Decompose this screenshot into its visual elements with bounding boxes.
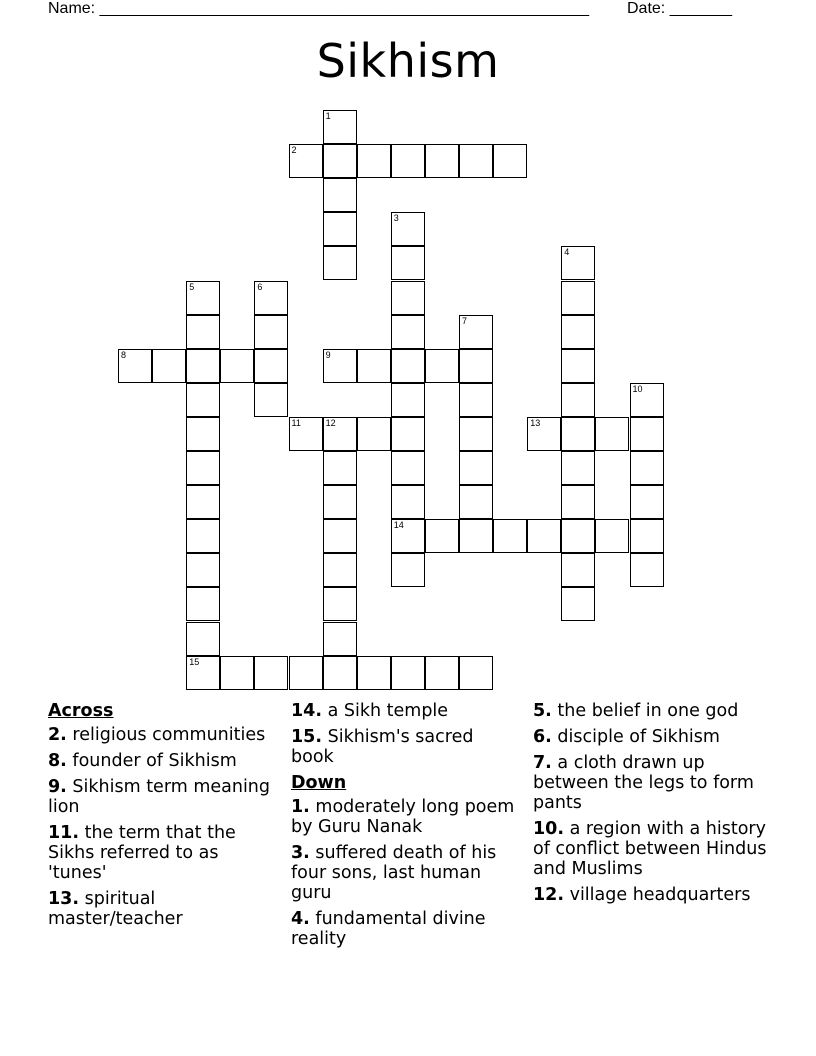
across-heading: Across [48, 701, 114, 721]
crossword-cell[interactable] [186, 315, 220, 349]
crossword-cell[interactable] [391, 315, 425, 349]
crossword-cell[interactable] [186, 485, 220, 519]
clue-text: a region with a history of conflict between Hindus and Muslims [533, 819, 767, 879]
clue-number: 6. [533, 727, 552, 747]
clue-across-11 [48, 823, 278, 883]
crossword-cell[interactable] [459, 383, 493, 417]
crossword-cell[interactable] [323, 451, 357, 485]
crossword-cell[interactable] [323, 587, 357, 621]
crossword-cell[interactable] [527, 417, 561, 451]
clue-number: 7. [533, 753, 552, 773]
crossword-cell[interactable] [323, 553, 357, 587]
clue-across-15 [291, 727, 521, 767]
crossword-cell[interactable] [186, 587, 220, 621]
crossword-cell[interactable] [357, 349, 391, 383]
cell-number: 8 [121, 349, 127, 360]
crossword-cell[interactable] [323, 178, 357, 212]
down-heading: Down [291, 773, 347, 793]
crossword-cell[interactable] [561, 315, 595, 349]
crossword-cell[interactable] [391, 383, 425, 417]
crossword-cell[interactable] [630, 451, 664, 485]
crossword-cell[interactable] [630, 485, 664, 519]
crossword-cell[interactable] [186, 417, 220, 451]
crossword-cell[interactable] [391, 144, 425, 178]
clue-number: 2. [48, 725, 67, 745]
cell-number: 14 [393, 520, 404, 531]
crossword-cell[interactable] [323, 246, 357, 280]
crossword-cell[interactable] [459, 451, 493, 485]
name-field: Name: _______________________________________________________ [48, 0, 589, 17]
crossword-cell[interactable] [561, 349, 595, 383]
crossword-cell[interactable] [254, 281, 288, 315]
cell-number: 10 [632, 383, 643, 394]
clue-number: 14. [291, 701, 323, 721]
puzzle-title: Sikhism [316, 34, 500, 88]
crossword-cell[interactable] [289, 144, 323, 178]
crossword-cell[interactable] [254, 383, 288, 417]
crossword-cell[interactable] [186, 383, 220, 417]
crossword-cell[interactable] [186, 349, 220, 383]
cell-number: 4 [564, 247, 570, 258]
clue-text: Sikhism term meaning lion [48, 777, 271, 817]
crossword-cell[interactable] [561, 383, 595, 417]
crossword-cell[interactable] [254, 656, 288, 690]
clue-text: fundamental divine reality [291, 909, 486, 949]
crossword-cell[interactable] [323, 212, 357, 246]
crossword-cell[interactable] [391, 281, 425, 315]
crossword-cell[interactable] [425, 349, 459, 383]
clue-across-9 [48, 777, 278, 817]
crossword-cell[interactable] [561, 417, 595, 451]
crossword-cell[interactable] [220, 349, 254, 383]
cell-number: 13 [530, 417, 541, 428]
crossword-cell[interactable] [561, 451, 595, 485]
crossword-cell[interactable] [323, 519, 357, 553]
clue-number: 8. [48, 751, 67, 771]
clue-number: 13. [48, 889, 80, 909]
clue-down-5 [533, 701, 773, 721]
crossword-cell[interactable] [561, 281, 595, 315]
crossword-cell[interactable] [561, 519, 595, 553]
crossword-cell[interactable] [630, 417, 664, 451]
clue-number: 12. [533, 885, 565, 905]
crossword-cell[interactable] [357, 417, 391, 451]
crossword-cell[interactable] [459, 144, 493, 178]
crossword-cell[interactable] [493, 519, 527, 553]
cell-number: 15 [189, 656, 200, 667]
crossword-cell[interactable] [459, 656, 493, 690]
crossword-cell[interactable] [425, 519, 459, 553]
crossword-cell[interactable] [323, 110, 357, 144]
crossword-cell[interactable] [595, 519, 629, 553]
clue-across-13 [48, 889, 278, 929]
clue-text: the term that the Sikhs referred to as 'tunes' [48, 823, 236, 883]
crossword-cell[interactable] [459, 315, 493, 349]
crossword-cell[interactable] [561, 485, 595, 519]
clue-number: 4. [291, 909, 310, 929]
crossword-cell[interactable] [323, 622, 357, 656]
crossword-cell[interactable] [425, 656, 459, 690]
clue-down-4 [291, 909, 521, 949]
crossword-cell[interactable] [323, 144, 357, 178]
crossword-cell[interactable] [186, 656, 220, 690]
clue-down-10 [533, 819, 773, 879]
clue-text: a cloth drawn up between the legs to form pants [533, 753, 754, 813]
clue-text: moderately long poem by Guru Nanak [291, 797, 515, 837]
crossword-cell[interactable] [391, 519, 425, 553]
crossword-cell[interactable] [220, 656, 254, 690]
clue-text: a Sikh temple [327, 701, 449, 721]
crossword-cell[interactable] [254, 349, 288, 383]
crossword-cell[interactable] [357, 656, 391, 690]
crossword-cell[interactable] [186, 519, 220, 553]
clue-down-12 [533, 885, 773, 905]
cell-number: 12 [325, 417, 336, 428]
clue-number: 3. [291, 843, 310, 863]
clue-text: religious communities [72, 725, 266, 745]
clue-text: founder of Sikhism [72, 751, 237, 771]
clue-text: spiritual master/teacher [48, 889, 183, 929]
clue-number: 9. [48, 777, 67, 797]
clue-number: 11. [48, 823, 80, 843]
clue-across-14 [291, 701, 521, 721]
clue-down-6 [533, 727, 773, 747]
clue-across-8 [48, 751, 278, 771]
cell-number: 11 [291, 417, 301, 428]
crossword-cell[interactable] [323, 417, 357, 451]
clue-number: 10. [533, 819, 565, 839]
crossword-cell[interactable] [118, 349, 152, 383]
crossword-cell[interactable] [391, 349, 425, 383]
crossword-cell[interactable] [391, 553, 425, 587]
cell-number: 9 [325, 349, 331, 360]
crossword-cell[interactable] [391, 485, 425, 519]
cell-number: 7 [462, 315, 468, 326]
crossword-cell[interactable] [152, 349, 186, 383]
crossword-cell[interactable] [186, 451, 220, 485]
crossword-cell[interactable] [493, 144, 527, 178]
crossword-cell[interactable] [561, 553, 595, 587]
crossword-cell[interactable] [425, 144, 459, 178]
clue-down-1 [291, 797, 521, 837]
cell-number: 3 [393, 213, 399, 224]
clue-number: 15. [291, 727, 323, 747]
clue-text: suffered death of his four sons, last human guru [291, 843, 497, 903]
crossword-cell[interactable] [459, 485, 493, 519]
crossword-cell[interactable] [289, 656, 323, 690]
clue-down-7 [533, 753, 773, 813]
crossword-cell[interactable] [630, 519, 664, 553]
clue-text: Sikhism's sacred book [291, 727, 474, 767]
crossword-cell[interactable] [186, 281, 220, 315]
cell-number: 6 [257, 281, 263, 292]
crossword-cell[interactable] [186, 553, 220, 587]
clue-number: 1. [291, 797, 310, 817]
clue-text: the belief in one god [557, 701, 739, 721]
crossword-cell[interactable] [595, 417, 629, 451]
crossword-cell[interactable] [459, 519, 493, 553]
crossword-cell[interactable] [630, 383, 664, 417]
crossword-cell[interactable] [254, 315, 288, 349]
crossword-cell[interactable] [630, 553, 664, 587]
crossword-cell[interactable] [186, 622, 220, 656]
clue-text: disciple of Sikhism [557, 727, 720, 747]
clues-column-3 [533, 701, 773, 911]
clues-column-2 [291, 701, 521, 955]
crossword-cell[interactable] [459, 349, 493, 383]
crossword-cell[interactable] [289, 417, 323, 451]
crossword-cell[interactable] [527, 519, 561, 553]
cell-number: 2 [291, 145, 297, 156]
clue-number: 5. [533, 701, 552, 721]
clue-across-2 [48, 725, 278, 745]
clues-column-1 [48, 701, 278, 935]
crossword-cell[interactable] [323, 485, 357, 519]
crossword-cell[interactable] [391, 212, 425, 246]
crossword-cell[interactable] [561, 246, 595, 280]
crossword-cell[interactable] [459, 417, 493, 451]
crossword-cell[interactable] [391, 451, 425, 485]
crossword-cell[interactable] [391, 656, 425, 690]
cell-number: 5 [189, 281, 195, 292]
crossword-cell[interactable] [391, 417, 425, 451]
clue-down-3 [291, 843, 521, 903]
clue-text: village headquarters [569, 885, 751, 905]
crossword-cell[interactable] [323, 656, 357, 690]
crossword-cell[interactable] [323, 349, 357, 383]
crossword-cell[interactable] [391, 246, 425, 280]
crossword-cell[interactable] [357, 144, 391, 178]
cell-number: 1 [325, 111, 331, 121]
crossword-cell[interactable] [561, 587, 595, 621]
date-field: Date: _______ [627, 0, 732, 17]
